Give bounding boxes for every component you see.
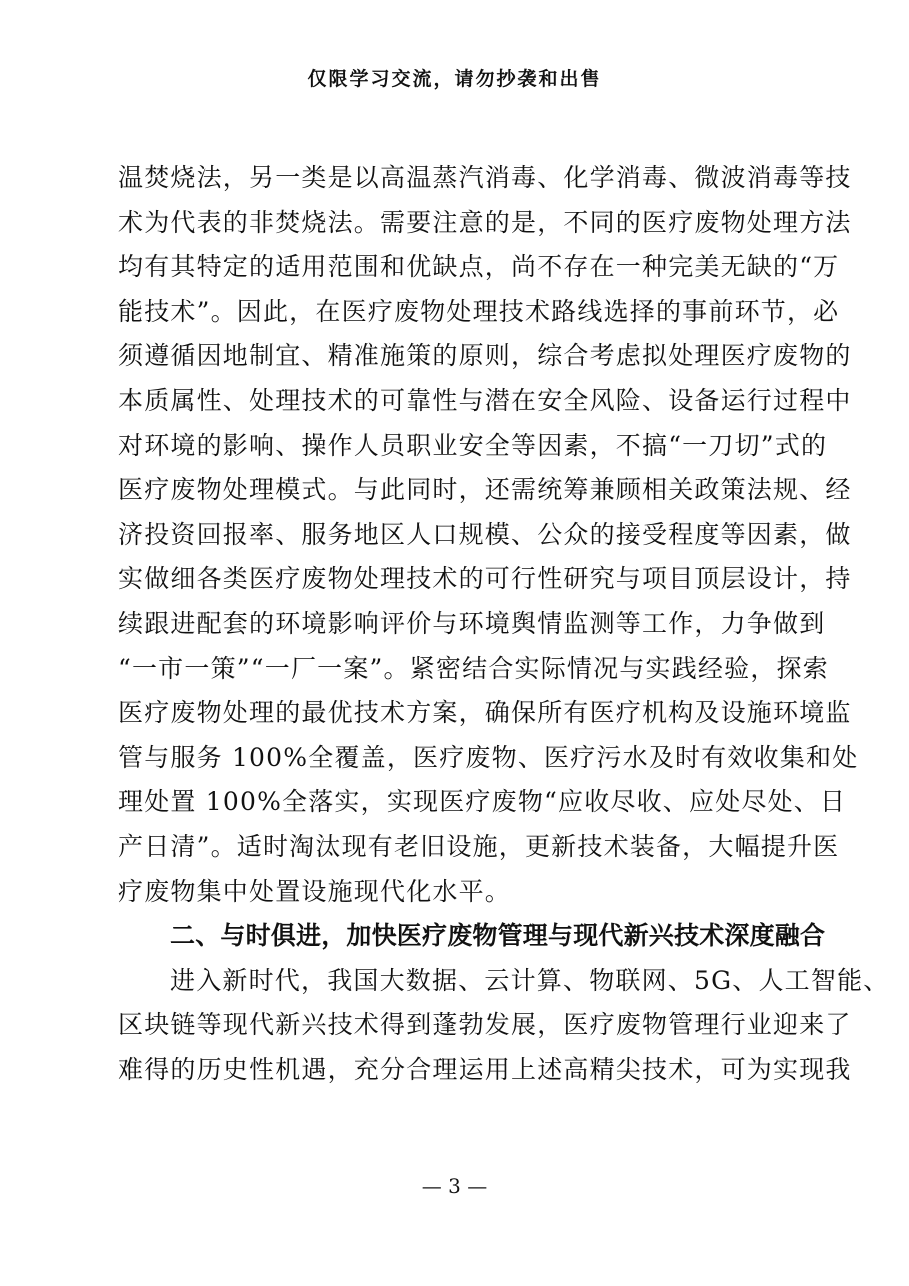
paragraph-line: 实做细各类医疗废物处理技术的可行性研究与项目顶层设计，持 <box>118 564 852 594</box>
paragraph-line: 本质属性、处理技术的可靠性与潜在安全风险、设备运行过程中 <box>118 385 852 415</box>
paragraph-line: 须遵循因地制宜、精准施策的原则，综合考虑拟处理医疗废物的 <box>118 341 852 371</box>
page-number: — 3 — <box>421 1174 488 1198</box>
paragraph-line: 理处置 100%全落实，实现医疗废物“应收尽收、应处尽处、日 <box>118 787 847 817</box>
header-note: 仅限学习交流，请勿抄袭和出售 <box>307 68 602 90</box>
paragraph-line: 管与服务 100%全覆盖，医疗废物、医疗污水及时有效收集和处 <box>118 742 859 772</box>
paragraph-line: 温焚烧法，另一类是以高温蒸汽消毒、化学消毒、微波消毒等技 <box>118 163 852 192</box>
paragraph-line: 疗废物集中处置设施现代化水平。 <box>118 876 512 906</box>
paragraph-line: 均有其特定的适用范围和优缺点，尚不存在一种完美无缺的“万 <box>118 252 840 282</box>
paragraph-line: 济投资回报率、服务地区人口规模、公众的接受程度等因素，做 <box>118 519 852 549</box>
paragraph-line: 难得的历史性机遇，充分合理运用上述高精尖技术，可为实现我 <box>118 1054 852 1084</box>
paragraph-line: 产日清”。适时淘汰现有老旧设施，更新技术装备，大幅提升医 <box>118 831 840 861</box>
paragraph-line: 进入新时代，我国大数据、云计算、物联网、5G、人工智能、 <box>170 965 890 995</box>
paragraph-line: 术为代表的非焚烧法。需要注意的是，不同的医疗废物处理方法 <box>118 207 852 237</box>
paragraph-line: “一市一策”“一厂一案”。紧密结合实际情况与实践经验，探索 <box>118 653 829 683</box>
paragraph-line: 医疗废物处理的最优技术方案，确保所有医疗机构及设施环境监 <box>118 698 852 728</box>
paragraph-line: 对环境的影响、操作人员职业安全等因素，不搞“一刀切”式的 <box>118 430 828 460</box>
paragraph-line: 医疗废物处理模式。与此同时，还需统筹兼顾相关政策法规、经 <box>118 475 852 505</box>
paragraph-line: 能技术”。因此，在医疗废物处理技术路线选择的事前环节，必 <box>118 296 840 326</box>
paragraph-line: 区块链等现代新兴技术得到蓬勃发展，医疗废物管理行业迎来了 <box>118 1010 852 1040</box>
section-heading: 二、与时俱进，加快医疗废物管理与现代新兴技术深度融合 <box>170 921 826 951</box>
paragraph-line: 续跟进配套的环境影响评价与环境舆情监测等工作，力争做到 <box>118 608 826 638</box>
document-body <box>118 156 890 1092</box>
